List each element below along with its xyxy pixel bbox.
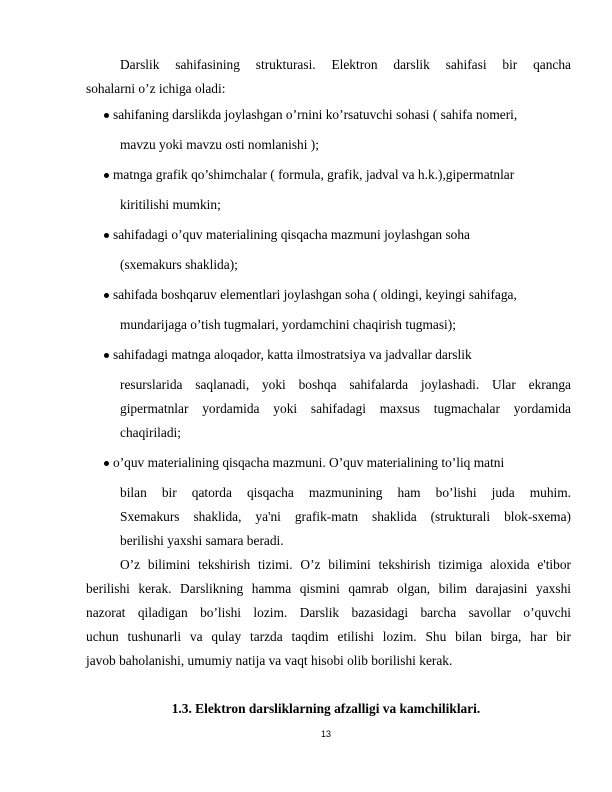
closing-line-5: javob baholanishi, umumiy natija va vaqt hisobi olib borilishi kerak.	[86, 653, 453, 668]
bullet-4-line-2: mundarijaga o’tish tugmalari, yordamchini chaqirish tugmasi);	[120, 317, 456, 332]
closing-line-2: berilishi kerak. Darslikning hamma qismini qamrab olgan, bilim darajasini yaxshi	[86, 581, 571, 596]
bullet-3-line-2: (sxemakurs shaklida);	[120, 257, 238, 272]
intro-line-2: sohalarni o’z ichiga oladi:	[86, 81, 226, 96]
bullet-5-line-3: gipermatnlar yordamida yoki sahifadagi maxsus tugmachalar yordamida	[120, 401, 571, 416]
bullet-3-line-1: sahifadagi o’quv materialining qisqacha mazmuni joylashgan soha	[113, 227, 470, 242]
bullet-dot-icon	[104, 173, 109, 178]
bullet-dot-icon	[104, 293, 109, 298]
page-number: 13	[320, 729, 331, 739]
bullet-5-line-4: chaqiriladi;	[120, 425, 181, 440]
bullet-2-line-1: matnga grafik qo’shimchalar ( formula, grafik, jadval va h.k.),gipermatnlar	[113, 167, 515, 182]
bullet-6-line-4: berilishi yaxshi samara beradi.	[120, 533, 284, 548]
bullet-dot-icon	[104, 461, 109, 466]
intro-line-1: Darslik sahifasining strukturasi. Elektron darslik sahifasi bir qancha	[120, 57, 571, 72]
bullet-1-line-2: mavzu yoki mavzu osti nomlanishi );	[120, 137, 319, 152]
bullet-1-line-1: sahifaning darslikda joylashgan o’rnini ko’rsatuvchi sohasi ( sahifa nomeri,	[113, 107, 518, 122]
bullet-6-line-1: o’quv materialining qisqacha mazmuni. O’quv materialining to’liq matni	[113, 455, 505, 470]
bullet-6-line-2: bilan bir qatorda qisqacha mazmunining ham bo’lishi juda muhim.	[120, 485, 571, 500]
bullet-dot-icon	[104, 353, 109, 358]
closing-line-4: uchun tushunarli va qulay tarzda taqdim etilishi lozim. Shu bilan birga, har bir	[86, 629, 571, 644]
bullet-dot-icon	[104, 113, 109, 118]
bullet-5-line-2: resurslarida saqlanadi, yoki boshqa sahifalarda joylashadi. Ular ekranga	[120, 377, 571, 392]
bullet-2-line-2: kiritilishi mumkin;	[120, 197, 221, 212]
section-heading: 1.3. Elektron darsliklarning afzalligi va kamchiliklari.	[171, 701, 481, 716]
bullet-4-line-1: sahifada boshqaruv elementlari joylashgan soha ( oldingi, keyingi sahifaga,	[113, 287, 517, 302]
bullet-dot-icon	[104, 233, 109, 238]
closing-line-1: O’z bilimini tekshirish tizimi. O’z bilimini tekshirish tizimiga aloxida e'tibor	[120, 557, 571, 572]
closing-line-3: nazorat qiladigan bo’lishi lozim. Darslik bazasidagi barcha savollar o’quvchi	[86, 605, 571, 620]
bullet-5-line-1: sahifadagi matnga aloqador, katta ilmostratsiya va jadvallar darslik	[113, 347, 472, 362]
bullet-6-line-3: Sxemakurs shaklida, ya'ni grafik-matn shaklida (strukturali blok-sxema)	[120, 509, 571, 524]
